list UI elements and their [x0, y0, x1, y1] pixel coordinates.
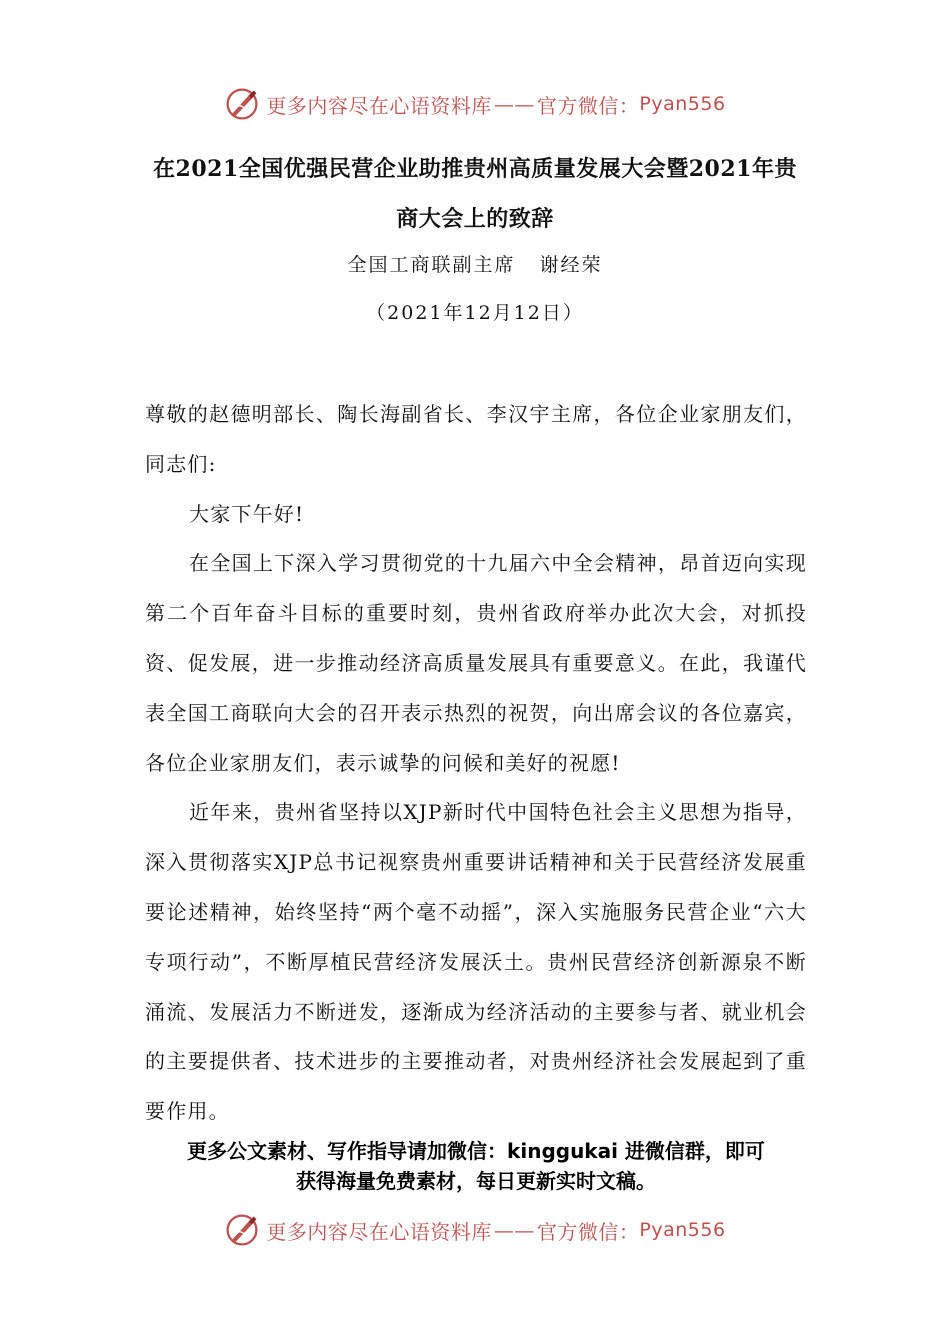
- document-body: [145, 390, 807, 1137]
- watermark-separator: ——: [493, 92, 535, 116]
- document-date: （2021年12月12日）: [366, 302, 584, 324]
- watermark-suffix: 官方微信：: [536, 1219, 640, 1244]
- salutation: 尊敬的赵德明部长、陶长海副省长、李汉宇主席，各位企业家朋友们，同志们:: [145, 402, 807, 476]
- pen-logo-icon: [224, 86, 260, 122]
- watermark-header: [0, 84, 950, 124]
- document-title: 在2021全国优强民营企业助推贵州高质量发展大会暨2021年贵商大会上的致辞: [153, 156, 797, 232]
- watermark-id: Pyan556: [639, 1219, 726, 1241]
- body-paragraph: 在全国上下深入学习贯彻党的十九届六中全会精神，昂首迈向实现第二个百年奋斗目标的重要时刻，贵州省政府举办此次大会，对抓投资、促发展，进一步推动经济高质量发展具有重要意义。在此，我谨代表全国工商联向大会的召开表示热烈的祝贺，向出席会议的各位嘉宾，各位企业家朋友们，表示诚挚的问候和美好的祝愿!: [145, 551, 807, 775]
- promo-line-1: 更多公文素材、写作指导请加微信：kinggukai 进微信群，即可: [187, 1139, 765, 1163]
- watermark-separator: ——: [493, 1218, 535, 1242]
- watermark-text: 更多内容尽在心语资料库: [266, 1219, 492, 1244]
- promo-notice: [145, 1136, 807, 1196]
- watermark-suffix: 官方微信：: [536, 93, 640, 118]
- author-name: 谢经荣: [539, 254, 603, 276]
- promo-line-2: 获得海量免费素材，每日更新实时文稿。: [296, 1169, 656, 1193]
- greeting: 大家下午好!: [189, 501, 305, 526]
- author-line: [0, 250, 950, 277]
- pen-logo-icon: [224, 1212, 260, 1248]
- watermark-id: Pyan556: [639, 93, 726, 115]
- author-role: 全国工商联副主席: [347, 254, 516, 276]
- watermark-footer: [0, 1210, 950, 1250]
- watermark-text: 更多内容尽在心语资料库: [266, 93, 492, 118]
- body-paragraph: 近年来，贵州省坚持以XJP新时代中国特色社会主义思想为指导，深入贯彻落实XJP总书记视察贵州重要讲话精神和关于民营经济发展重要论述精神，始终坚持“两个毫不动摇”，深入实施服务民营企业“六大专项行动”，不断厚植民营经济发展沃土。贵州民营经济创新源泉不断涌流、发展活力不断迸发，逐渐成为经济活动的主要参与者、就业机会的主要提供者、技术进步的主要推动者，对贵州经济社会发展起到了重要作用。: [145, 800, 807, 1124]
